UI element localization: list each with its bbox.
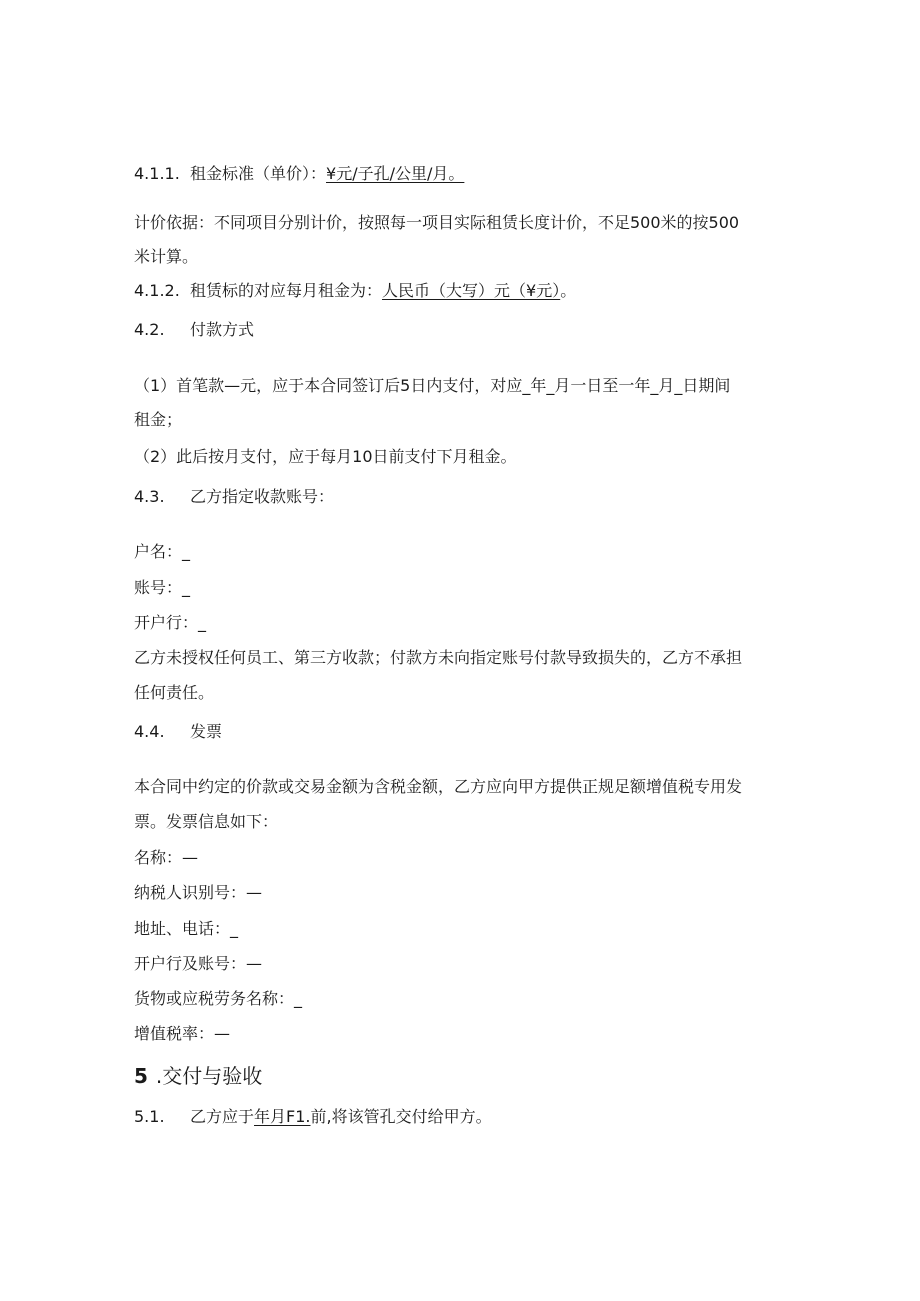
clause-number: 4.3. — [134, 487, 165, 506]
payment-notice-line-1: 乙方未授权任何员工、第三方收款；付款方未向指定账号付款导致损失的，乙方不承担 — [134, 648, 743, 667]
monthly-rent-blank: 人民币（大写）元（¥元） — [382, 281, 561, 300]
clause-number: 4.1.1. — [134, 164, 180, 183]
clause-heading: 付款方式 — [190, 320, 255, 339]
clause-number: 5.1. — [134, 1107, 165, 1126]
invoice-goods-name: 货物或应税劳务名称：_ — [134, 989, 303, 1008]
account-name: 户名：_ — [134, 542, 191, 561]
delivery-date-blank: 年月F1. — [254, 1107, 311, 1126]
clause-4-3 — [134, 487, 794, 507]
clause-text: 租赁标的对应每月租金为： — [190, 281, 383, 300]
clause-heading: 发票 — [190, 722, 223, 741]
payment-item-2: （2）此后按月支付，应于每月10日前支付下月租金。 — [134, 447, 517, 466]
clause-4-2 — [134, 320, 794, 340]
section-5-heading — [134, 1064, 794, 1088]
clause-number: 4.4. — [134, 722, 165, 741]
clause-4-1-1 — [134, 164, 794, 184]
clause-text-end: 。 — [560, 281, 577, 300]
pricing-basis-line-1: 计价依据：不同项目分别计价，按照每一项目实际租赁长度计价，不足500米的按500 — [134, 213, 740, 232]
payment-item-1-line-2: 租金； — [134, 410, 183, 429]
clause-text-end: 前,将该管孔交付给甲方。 — [310, 1107, 492, 1126]
invoice-address-phone: 地址、电话：_ — [134, 919, 239, 938]
invoice-line-2: 票。发票信息如下： — [134, 812, 279, 831]
section-title: .交付与验收 — [155, 1064, 263, 1088]
clause-text: 租金标准（单价）： — [190, 164, 327, 183]
invoice-bank-account: 开户行及账号：— — [134, 954, 263, 973]
clause-heading: 乙方指定收款账号： — [190, 487, 335, 506]
invoice-taxpayer-id: 纳税人识别号：— — [134, 883, 263, 902]
invoice-vat-rate: 增值税率：— — [134, 1024, 231, 1043]
pricing-basis-line-2: 米计算。 — [134, 247, 199, 266]
clause-number: 4.1.2. — [134, 281, 180, 300]
invoice-line-1: 本合同中约定的价款或交易金额为含税金额，乙方应向甲方提供正规足额增值税专用发 — [134, 777, 743, 796]
clause-4-4 — [134, 722, 794, 742]
payment-item-1-line-1: （1）首笔款—元，应于本合同签订后5日内支付，对应_年_月一日至一年_月_日期间 — [134, 376, 731, 395]
account-bank: 开户行：_ — [134, 613, 207, 632]
unit-price-blank: ¥元/子孔/公里/月。 — [326, 164, 465, 183]
clause-4-1-2 — [134, 281, 794, 301]
clause-5-1 — [134, 1107, 794, 1127]
clause-number: 4.2. — [134, 320, 165, 339]
clause-text: 乙方应于 — [190, 1107, 255, 1126]
payment-notice-line-2: 任何责任。 — [134, 683, 215, 702]
section-number: 5 — [134, 1064, 148, 1088]
invoice-name: 名称：— — [134, 848, 199, 867]
account-number: 账号：_ — [134, 578, 191, 597]
